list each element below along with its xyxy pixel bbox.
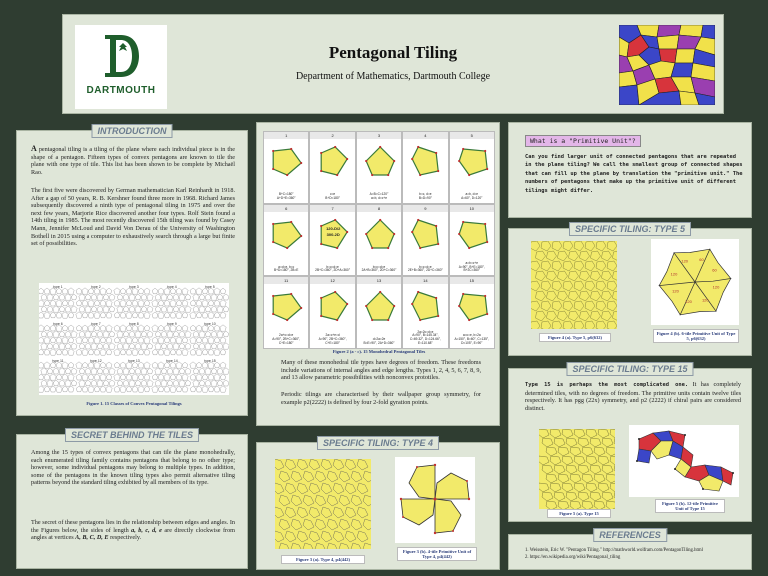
pentagon-type-cell — [263, 204, 309, 277]
tiling-thumbnail — [39, 322, 77, 355]
tiling-thumbnail — [152, 359, 191, 392]
pentagon-type-cell — [402, 276, 448, 349]
tiling-thumbnail — [190, 359, 229, 392]
pentagon-type-condition: b=c, d=e B=D=90° — [418, 192, 432, 200]
figure-1-caption: Figure 1. 15 Classes of Convex Pentagonal Tilings — [86, 401, 182, 406]
figure-3b-caption: Figure 3 (b). 4-tile Primitive Unit of Type 4, p4(442) — [397, 547, 477, 561]
header-tiling-image — [619, 25, 715, 105]
secret-paragraph-1: Among the 15 types of convex pentagons that can tile the plane monohedrally, each enumerated tiling family contains pentagons that belong to no other type; however, some individual pentagons may belong to multiple types. In addition, some of the pentagons in the known tiling types also permit alternative tiling patterns beyond the standard tiling exhibited by all members of its type. — [31, 449, 235, 487]
references-panel — [508, 530, 752, 570]
type15-heading: SPECIFIC TILING: TYPE 15 — [566, 362, 693, 376]
angle-label: 120 — [672, 288, 679, 294]
intro-dropcap: A — [31, 144, 37, 153]
figure-5a-caption: Figure 5 (a). Type 15 — [547, 509, 611, 518]
pentagon-type-condition: b=c=d=e 2E+B=360°, 2D+C=360° — [407, 264, 443, 273]
angle-label: 120-D/2 — [326, 225, 341, 231]
pentagon-shape — [359, 141, 401, 181]
pentagon-shape — [266, 141, 308, 181]
reference-item-1: 1. Weisstein, Eric W. "Pentagon Tiling." http://mathworld.wolfram.com/PentagonTiling.html — [525, 548, 703, 553]
pentagon-type-condition: b=c=d=e 2B+C=360°, 2D+A=360° — [315, 264, 350, 273]
thumbnail-label: type 10 — [204, 322, 216, 326]
secret-text-c: respectively. — [108, 534, 142, 542]
pentagon-type-condition: a=b, d=e A=60°, D=120° — [461, 192, 483, 200]
pentagon-type-condition: d=2a=2e B=E=90°, 2A+D=360° — [363, 337, 395, 345]
pentagon-type-cell — [356, 204, 402, 277]
figure-4b-caption: Figure 4 (b). 6-tile Primitive Unit of Type 5, p6(632) — [653, 329, 739, 343]
logo-text: DARTMOUTH — [86, 85, 156, 96]
figure-5b-caption: Figure 5 (b). 12-tile Primitive Unit of Type 15 — [655, 499, 725, 513]
pentagon-type-number: 5 — [450, 132, 494, 139]
pentagon-shape — [312, 141, 354, 181]
angle-label: 60 — [699, 257, 704, 262]
pentagon-type-condition: 2a=2c=d=e A=90°, B≈145.34°, C≈69.32°, D≈124.66°, E≈110.68° — [409, 329, 441, 345]
center-body-1: Many of these monohedral tile types have degrees of freedom. These freedoms include variations of internal angles and edge lengths. Types 1, 2, 4, 5, 6, 7, 8, 9, and 13 allow parametric possibilities with nonconvex prototiles. — [281, 359, 481, 382]
pentagon-type-cell — [449, 131, 495, 204]
pentagon-shape — [359, 286, 401, 326]
pentagon-type-number: 7 — [310, 205, 354, 212]
tiling-thumbnail — [76, 359, 115, 392]
reference-item-2: 2. https://en.wikipedia.org/wiki/Pentagonal_tiling — [525, 555, 621, 560]
tiling-thumbnail — [39, 359, 77, 392]
intro-text-1: pentagonal tiling is a tiling of the plane where each individual piece is in the shape of a pentagon. Fifteen types of convex pentagons are known to tile the plane with one type of tile. This list has been shown to be complete by Michaël Rao. — [31, 146, 235, 176]
pentagon-shape — [266, 286, 308, 326]
thumbnail-label: type 15 — [204, 359, 216, 363]
secret-sides: a, b, c, d, e — [131, 526, 162, 534]
pentagon-shape — [405, 141, 447, 181]
pentagon-type-cell — [402, 204, 448, 277]
type15-primitive-unit-image — [629, 425, 739, 497]
pentagon-type-number: 11 — [264, 277, 308, 284]
figure-1-tilings — [39, 283, 229, 395]
pentagon-type-cell — [309, 131, 355, 204]
tiling-thumbnail — [76, 322, 115, 355]
dartmouth-logo — [75, 25, 167, 109]
pentagon-shape — [312, 214, 354, 254]
secret-text-b: are directly clockwise from angles at vertices — [31, 526, 235, 542]
tiling-thumbnail — [114, 322, 153, 355]
pentagon-shape — [452, 141, 494, 181]
pentagon-shape — [359, 214, 401, 254]
pentagon-type-number: 12 — [310, 277, 354, 284]
pentagon-type-condition: 2a+c=d=e A=90°, 2B+C=360°, C+E=180° — [272, 333, 301, 345]
type5-heading: SPECIFIC TILING: TYPE 5 — [569, 222, 691, 236]
secret-paragraph-2 — [31, 519, 235, 542]
dartmouth-d-icon — [101, 31, 141, 81]
type5-tiling-image — [531, 241, 617, 329]
tiling-thumbnail — [152, 322, 191, 355]
references-heading: REFERENCES — [593, 528, 667, 542]
pentagon-type-number: 2 — [310, 132, 354, 139]
secret-vertices: A, B, C, D, E — [75, 534, 109, 542]
pentagon-type-condition: b=c=d=e 2A+B=360°, 2D+C=360° — [361, 264, 397, 273]
angle-label: 60 — [712, 267, 717, 273]
pentagon-type-cell — [356, 131, 402, 204]
pentagon-type-condition: a=b=c+e A=90°, B+E=180°, B+2C=360° — [458, 260, 485, 273]
thumbnail-label: type 3 — [129, 285, 139, 289]
type15-text: It has completely determined tiles, with no degrees of freedom. The primitive units contain twelve tiles respectively. It has pgg (22x) symmetry, and p2 (2222) if chiral pairs are considered distinct. — [525, 381, 741, 412]
thumbnail-label: type 8 — [129, 322, 139, 326]
pentagon-type-number: 1 — [264, 132, 308, 139]
pentagon-type-cell — [449, 204, 495, 277]
angle-label: 120 — [670, 271, 678, 277]
pentagon-type-cell — [263, 276, 309, 349]
pentagon-type-condition: c=e B+D=180° — [325, 192, 340, 200]
pentagon-type-cell — [402, 131, 448, 204]
pentagon-type-condition: a=d=e, b=c B+D=180°, 2B=E — [273, 264, 299, 273]
poster-subtitle: Department of Mathematics, Dartmouth College — [295, 71, 491, 82]
pentagon-shape — [266, 214, 308, 254]
pentagon-type-number: 9 — [403, 205, 447, 212]
angle-label: 120 — [701, 297, 709, 303]
thumbnail-label: type 5 — [205, 285, 215, 289]
figure-3a-caption: Figure 3 (a). Type 4, p4(442) — [281, 555, 365, 564]
primitive-panel — [508, 122, 752, 218]
pentagon-type-condition: A=B=C=120° a=b, d=c+e — [369, 192, 389, 200]
type15-lead: Type 15 is perhaps the most complicated one. — [525, 382, 689, 388]
primitive-heading: What is a "Primitive Unit"? — [525, 135, 641, 147]
pentagon-shape — [405, 286, 447, 326]
tiling-thumbnail — [114, 359, 153, 392]
thumbnail-label: type 9 — [167, 322, 177, 326]
monohedral-panel — [256, 122, 500, 426]
introduction-paragraph-1 — [31, 145, 235, 176]
thumbnail-label: type 7 — [91, 322, 101, 326]
figure-2-grid — [263, 131, 495, 349]
tiling-thumbnail — [190, 322, 229, 355]
thumbnail-label: type 6 — [53, 322, 63, 326]
secret-heading: SECRET BEHIND THE TILES — [65, 428, 199, 442]
pentagon-type-number: 3 — [357, 132, 401, 139]
tiling-thumbnail — [190, 285, 229, 318]
tiling-thumbnail — [39, 285, 77, 318]
pentagon-type-cell — [309, 204, 355, 277]
type4-tiling-image — [275, 459, 371, 549]
pentagon-type-cell — [309, 276, 355, 349]
angle-label: 120 — [685, 299, 692, 304]
pentagon-type-cell — [356, 276, 402, 349]
pentagon-type-number: 6 — [264, 205, 308, 212]
tiling-thumbnail — [152, 285, 191, 318]
pentagon-shape — [405, 214, 447, 254]
tiling-thumbnail — [76, 285, 115, 318]
pentagon-shape — [312, 286, 354, 326]
type5-primitive-unit-image — [651, 239, 739, 325]
introduction-paragraph-2: The first five were discovered by German mathematician Karl Reinhardt in 1918. After a gap of 50 years, R. B. Kershner found three more in 1968. Richard James subsequently discovered a ninth type of pentagonal tiling in 1975 and over the next few years, Marjorie Rice discovered another four types. Rolf Stein found a 14th tiling in 1985. The most recently discovered 15th tiling was found by Casey Mann, Jennifer McLoud and David Von Derau of the University of Washington Bothell in 2015 using a computer to exhaustively search through a large but finite set of possibilities. — [31, 187, 235, 248]
introduction-panel — [16, 126, 248, 416]
type4-heading: SPECIFIC TILING: TYPE 4 — [317, 436, 439, 450]
pentagon-type-number: 4 — [403, 132, 447, 139]
introduction-heading: INTRODUCTION — [92, 124, 173, 138]
pentagon-type-condition: 2a=c+e=d A=90°, 2B+C=360°, C+E=180° — [318, 333, 347, 345]
pentagon-type-number: 13 — [357, 277, 401, 284]
angle-label: 120 — [712, 284, 720, 290]
pentagon-type-number: 8 — [357, 205, 401, 212]
pentagon-type-number: 14 — [403, 277, 447, 284]
secret-panel — [16, 430, 248, 569]
tiling-thumbnails — [39, 283, 229, 395]
pentagon-type-condition: B+C=180° A+D+E=360° — [276, 192, 296, 200]
type4-panel — [256, 438, 500, 570]
angle-label: 120 — [681, 258, 689, 264]
poster-header — [62, 14, 724, 114]
thumbnail-label: type 2 — [91, 285, 101, 289]
primitive-body: Can you find larger unit of connected pentagons that are repeated in the plane tiling? We call the smallest group of connected shapes that can fill up the plane by translation the "primitive unit." The numbers of pentagons that make up the primitive unit of different tilings might differ. — [525, 154, 743, 194]
pentagon-type-cell — [263, 131, 309, 204]
angle-label: 300-2D — [327, 231, 341, 237]
type5-panel — [508, 224, 752, 356]
center-body-2: Periodic tilings are characterised by their wallpaper group symmetry, for example p2(2222) is defined by four 2-fold gyration points. — [281, 391, 481, 406]
pentagon-type-number: 10 — [450, 205, 494, 212]
pentagon-type-cell — [449, 276, 495, 349]
figure-4a-caption: Figure 4 (a). Type 5, p6(632) — [539, 333, 611, 342]
pentagon-shape — [452, 214, 494, 254]
figure-2-caption: Figure 2 (a - c). 15 Monohedral Pentagonal Tiles — [332, 349, 426, 354]
thumbnail-label: type 11 — [52, 359, 64, 363]
type15-tiling-image — [539, 429, 615, 509]
poster-title: Pentagonal Tiling — [328, 43, 458, 62]
pentagon-type-condition: a=c=e, b=2a A=150°, B=60°, C=135°, D=105°, E=90° — [454, 333, 490, 345]
thumbnail-label: type 12 — [90, 359, 102, 363]
type15-panel — [508, 364, 752, 522]
type4-primitive-unit-image — [395, 457, 475, 543]
secret-text-a: The secret of these pentagons lies in the relationship between edges and angles. In the Figures below, the sides of length — [31, 519, 235, 534]
thumbnail-label: type 14 — [166, 359, 178, 363]
thumbnail-label: type 1 — [53, 285, 63, 289]
type15-body — [525, 381, 741, 412]
thumbnail-label: type 4 — [167, 285, 177, 289]
tiling-thumbnail — [114, 285, 153, 318]
pentagon-type-number: 15 — [450, 277, 494, 284]
pentagon-shape — [452, 286, 494, 326]
thumbnail-label: type 13 — [128, 359, 140, 363]
